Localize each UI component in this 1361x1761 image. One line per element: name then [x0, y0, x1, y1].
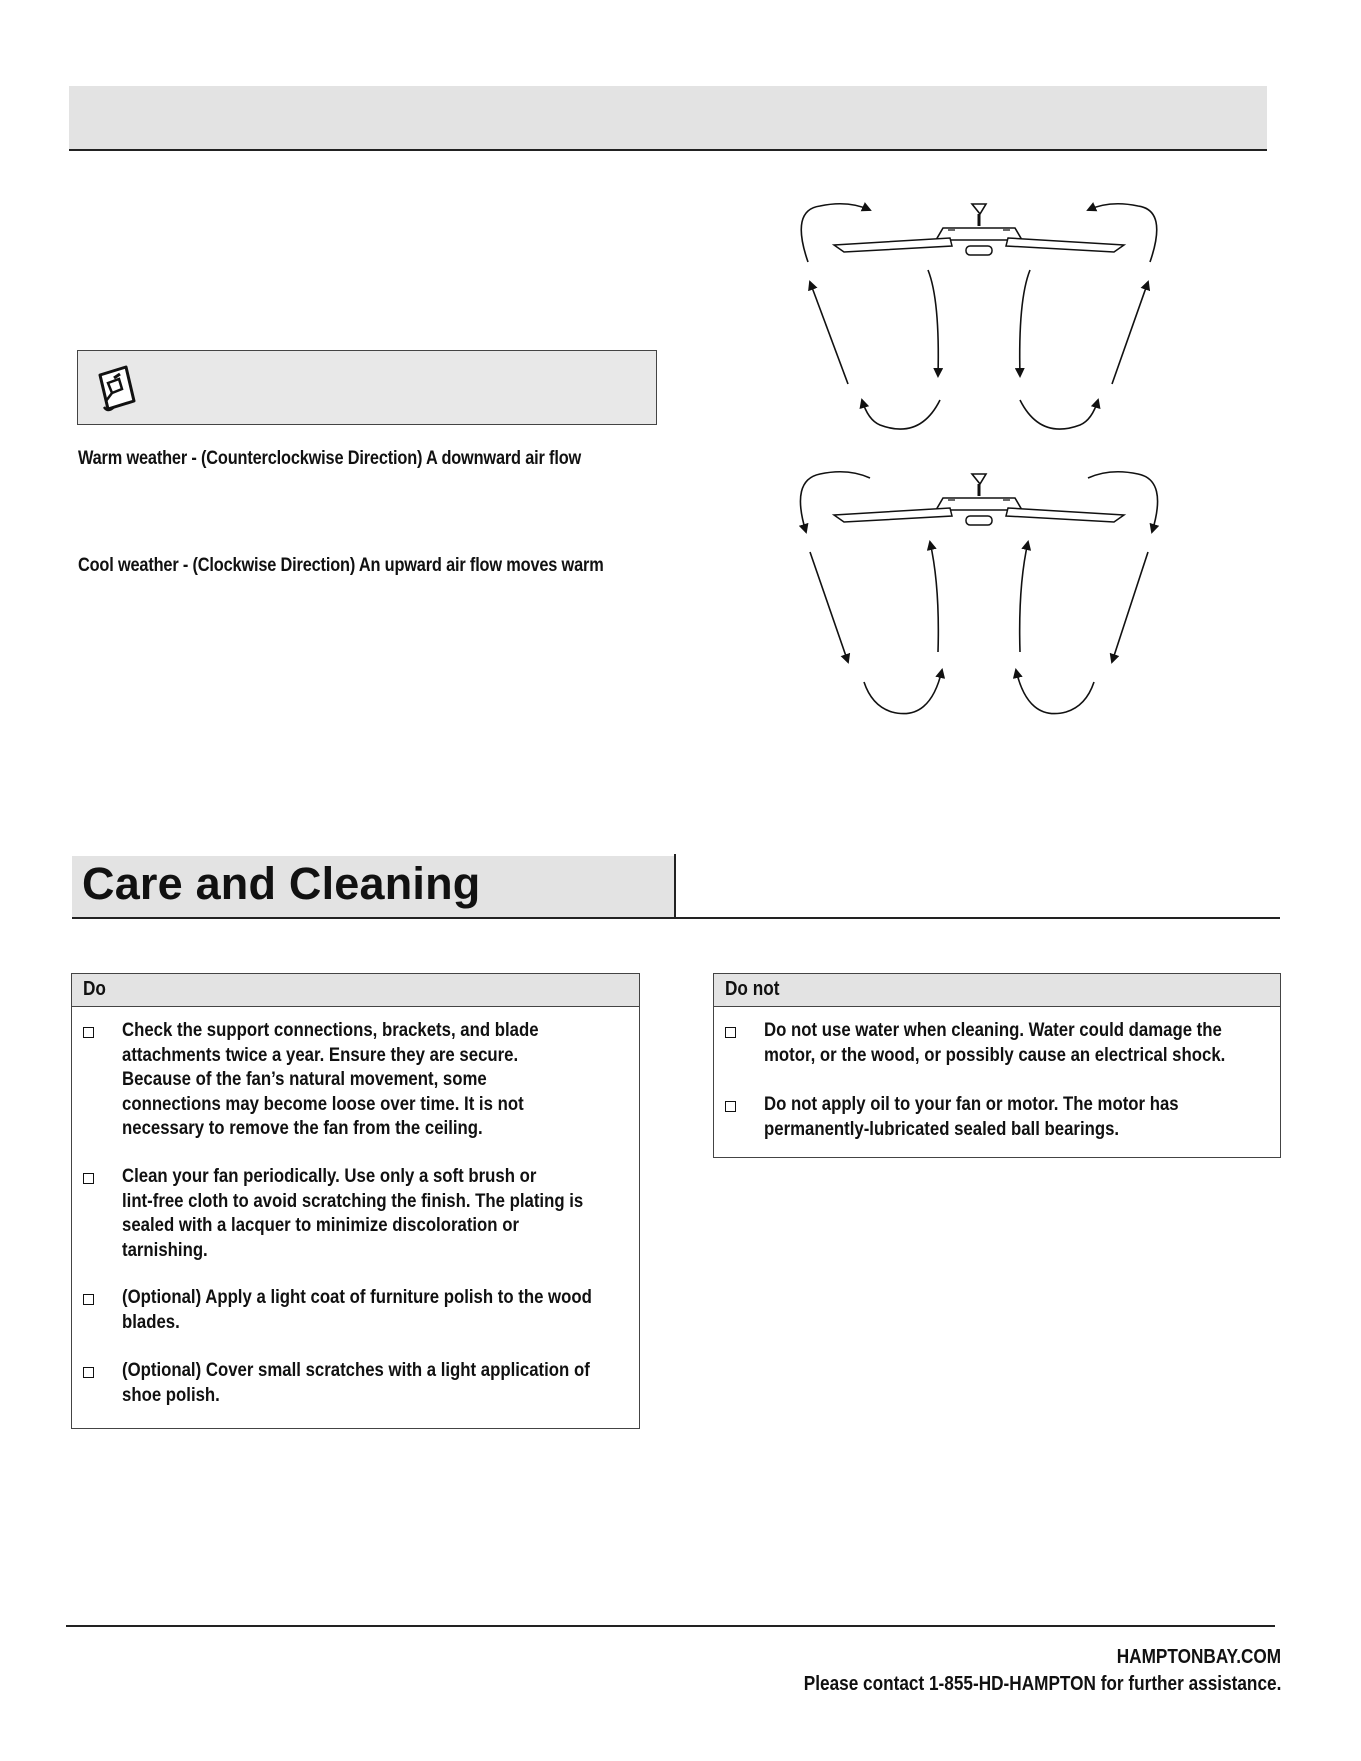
- ceiling-fan-icon: [834, 474, 1124, 525]
- checkbox-icon: [83, 1367, 94, 1378]
- section-title: Care and Cleaning: [82, 858, 481, 909]
- list-item-text: Do not apply oil to your fan or motor. The motor has permanently-lubricated sealed ball bearings.: [764, 1093, 1179, 1140]
- list-item-text: (Optional) Apply a light coat of furniture polish to the wood blades.: [122, 1286, 592, 1333]
- list-item-text: Clean your fan periodically. Use only a soft brush or lint-free cloth to avoid scratching the finish. The plating is sealed with a lacquer to minimize discoloration or tarnishing.: [122, 1165, 584, 1261]
- footer-contact: Please contact 1-855-HD-HAMPTON for further assistance.: [803, 1673, 1281, 1695]
- list-item-text: Do not use water when cleaning. Water could damage the motor, or the wood, or possibly cause an electrical shock.: [764, 1019, 1226, 1066]
- top-header-band: [69, 86, 1267, 151]
- section-divider: [674, 854, 676, 918]
- do-not-box-header: Do not: [714, 974, 1280, 1007]
- warm-weather-downdraft: [801, 204, 1157, 429]
- do-not-box: [713, 973, 1281, 1158]
- fan-airflow-diagram: [780, 190, 1180, 730]
- note-pin-icon: [92, 361, 142, 415]
- note-box: [77, 350, 657, 425]
- cool-weather-updraft: [800, 472, 1157, 714]
- list-item-text: Check the support connections, brackets, and blade attachments twice a year. Ensure they are secure. Because of the fan’s natural movement, some connections may become loose over time. It is not necessary to remove the fan from the ceiling.: [122, 1019, 539, 1139]
- footer-website: HAMPTONBAY.COM: [1116, 1646, 1281, 1668]
- warm-weather-text: Warm weather - (Counterclockwise Direction) A downward air flow: [78, 448, 582, 469]
- section-rule: [72, 917, 1280, 919]
- do-box: [71, 973, 640, 1429]
- list-item-text: (Optional) Cover small scratches with a light application of shoe polish.: [122, 1359, 590, 1406]
- checkbox-icon: [725, 1027, 736, 1038]
- checkbox-icon: [725, 1101, 736, 1112]
- checkbox-icon: [83, 1294, 94, 1305]
- checkbox-icon: [83, 1027, 94, 1038]
- ceiling-fan-icon: [834, 204, 1124, 255]
- checkbox-icon: [83, 1173, 94, 1184]
- footer-rule: [66, 1625, 1275, 1627]
- cool-weather-text: Cool weather - (Clockwise Direction) An upward air flow moves warm: [78, 555, 604, 576]
- do-box-header: Do: [72, 974, 639, 1007]
